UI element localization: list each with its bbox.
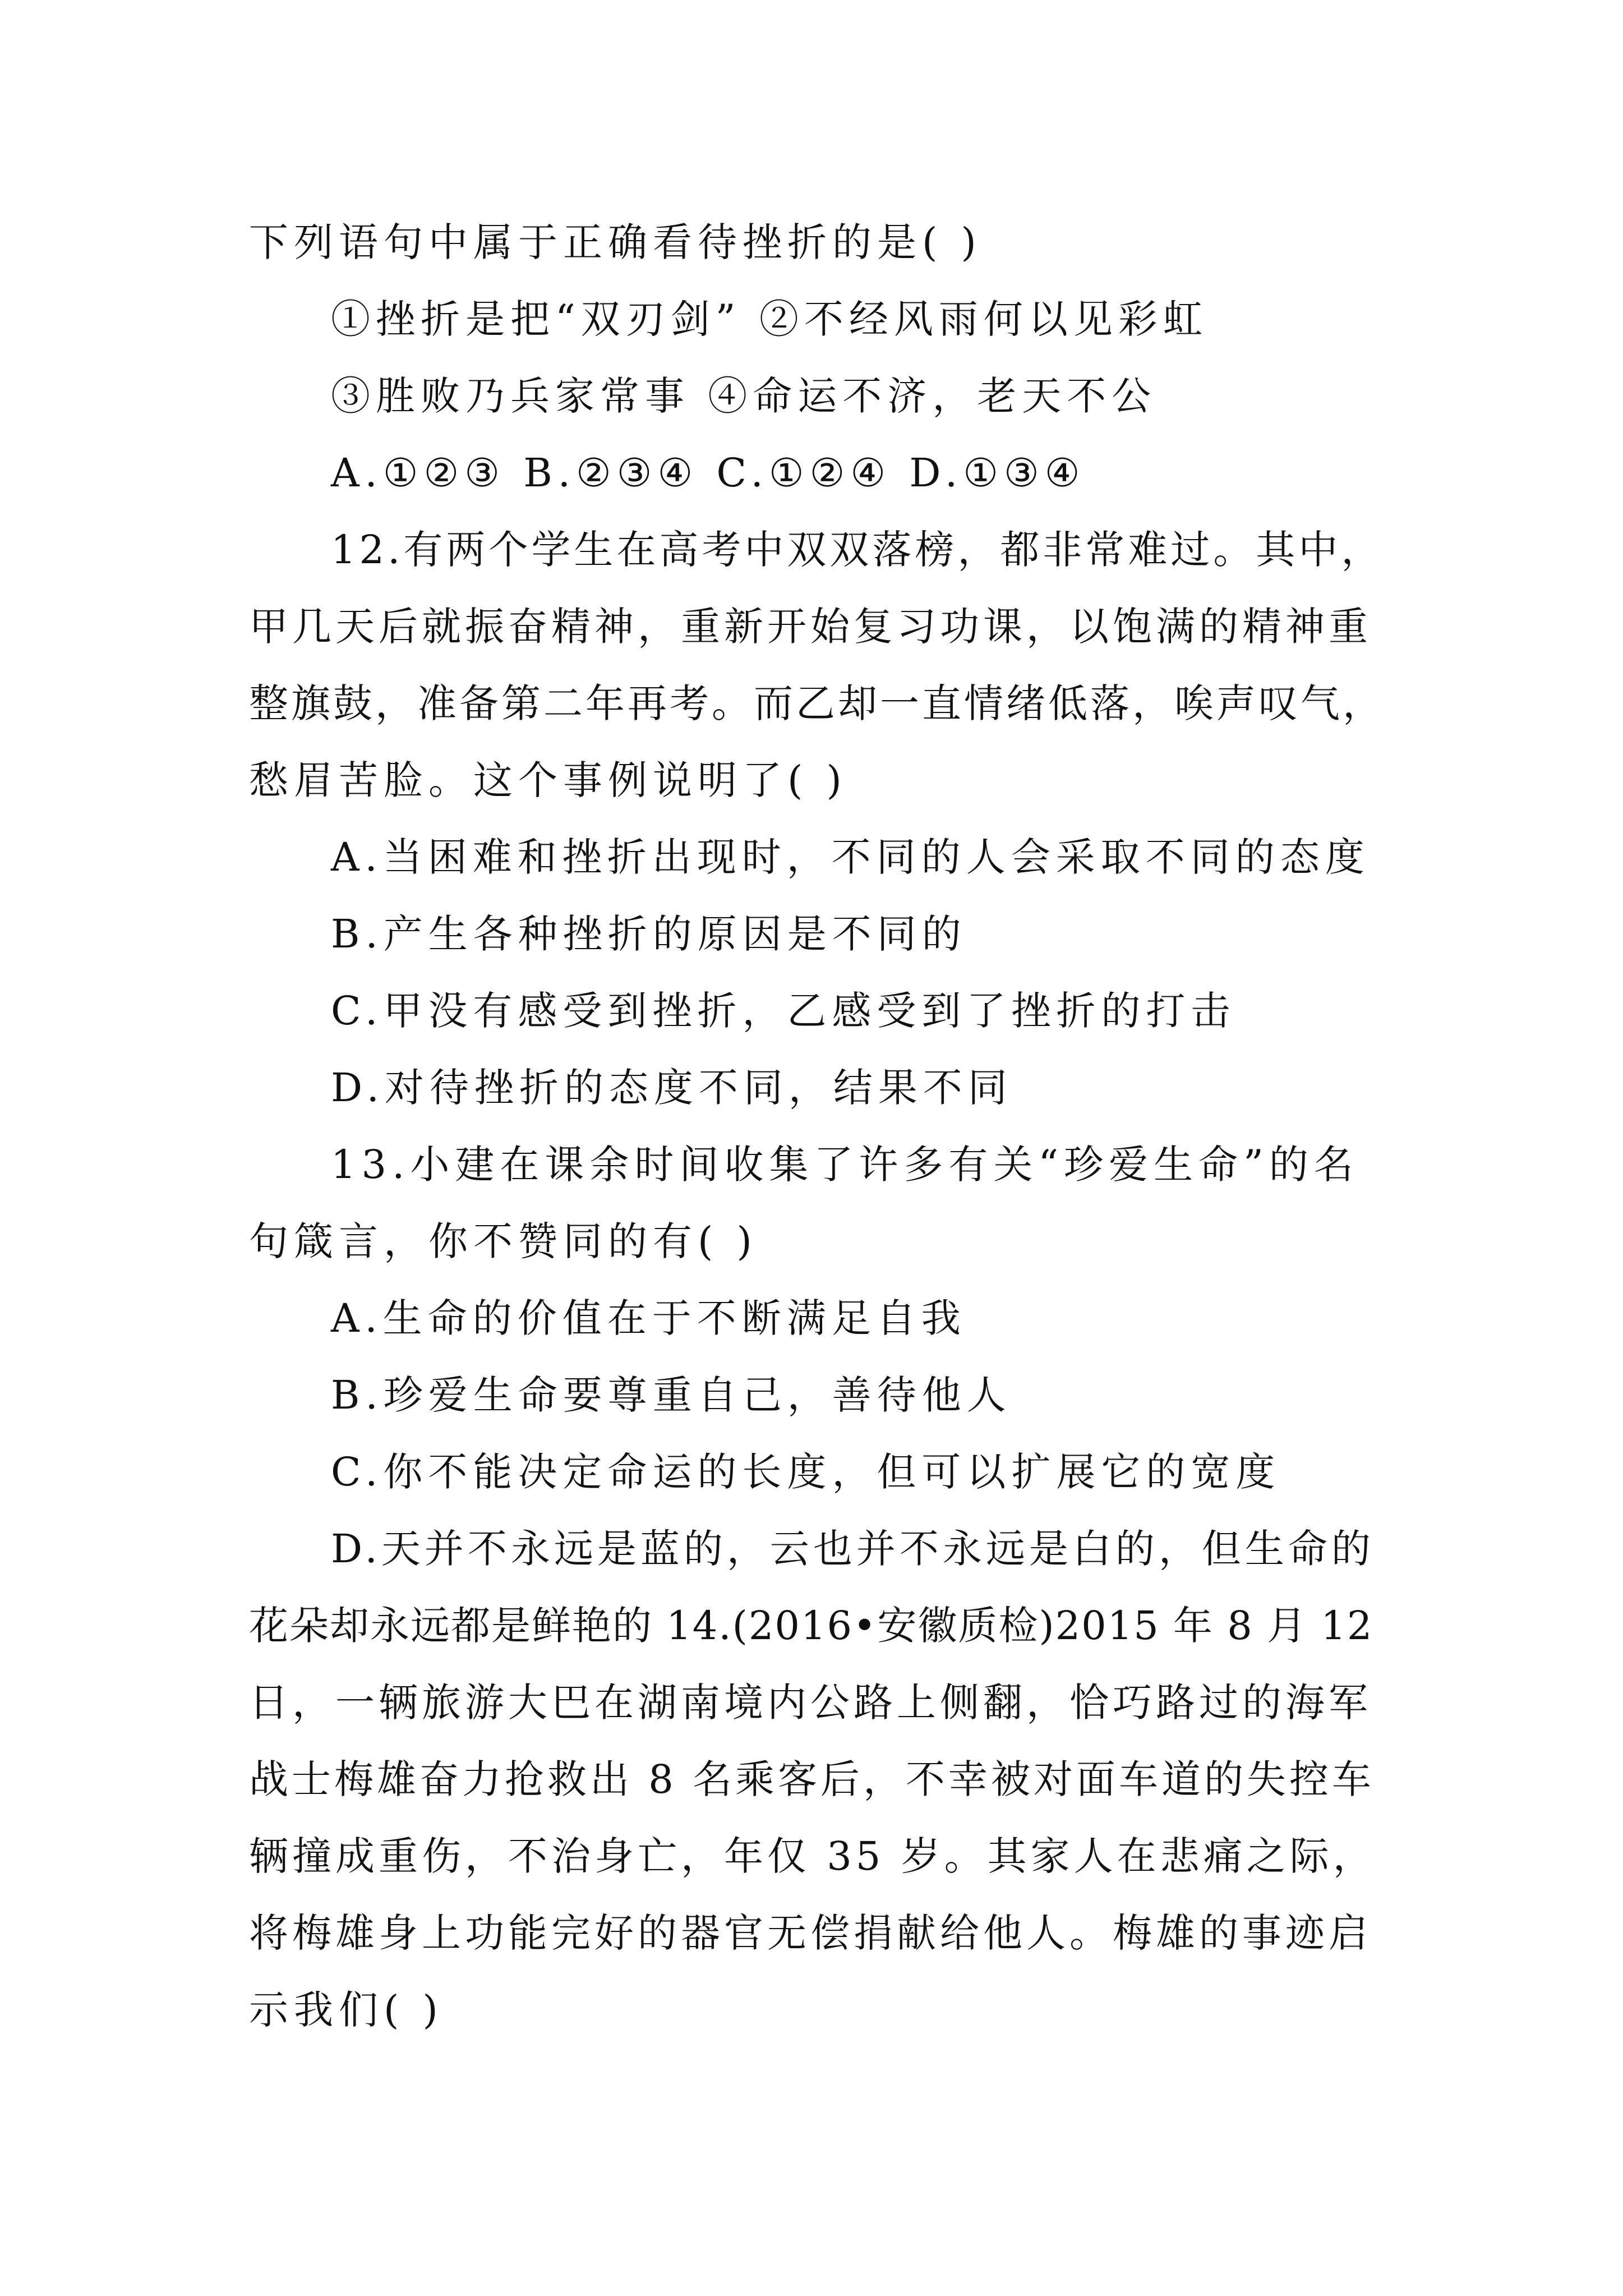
question-13-option-d-line-2: 花朵却永远都是鲜艳的 14.(2016•安徽质检)2015 年 8 月 12 xyxy=(249,1603,1373,1649)
question-14-stem-line-5: 将梅雄身上功能完好的器官无偿捐献给他人。梅雄的事迹启 xyxy=(249,1910,1372,1956)
question-12-option-b: B.产生各种挫折的原因是不同的 xyxy=(331,911,967,957)
question-13-option-d-line-1: D.天并不永远是蓝的，云也并不永远是白的，但生命的 xyxy=(331,1526,1375,1572)
question-14-stem-line-2: 日，一辆旅游大巴在湖南境内公路上侧翻，恰巧路过的海军 xyxy=(249,1680,1372,1726)
question-12-stem-line-4: 愁眉苦脸。这个事例说明了( ) xyxy=(249,757,847,803)
question-11-options: A.①②③ B.②③④ C.①②④ D.①③④ xyxy=(331,450,1086,496)
question-14-stem-line-4: 辆撞成重伤，不治身亡，年仅 35 岁。其家人在悲痛之际， xyxy=(249,1833,1376,1879)
question-11-statement-1-2: ①挫折是把“双刃剑” ②不经风雨何以见彩虹 xyxy=(331,296,1208,342)
question-11-statement-3-4: ③胜败乃兵家常事 ④命运不济，老天不公 xyxy=(331,373,1157,419)
question-12-option-a: A.当困难和挫折出现时，不同的人会采取不同的态度 xyxy=(331,834,1370,880)
question-13-stem-line-2: 句箴言，你不赞同的有( ) xyxy=(249,1218,758,1264)
question-13-stem-line-1: 13.小建在课余时间收集了许多有关“珍爱生命”的名 xyxy=(331,1142,1359,1188)
question-12-stem-line-1: 12.有两个学生在高考中双双落榜，都非常难过。其中， xyxy=(331,527,1384,573)
question-13-option-b: B.珍爱生命要尊重自己，善待他人 xyxy=(331,1372,1012,1418)
question-12-stem-line-2: 甲几天后就振奋精神，重新开始复习功课，以饱满的精神重 xyxy=(249,604,1372,650)
question-13-option-c: C.你不能决定命运的长度，但可以扩展它的宽度 xyxy=(331,1449,1281,1495)
question-12-option-d: D.对待挫折的态度不同，结果不同 xyxy=(331,1065,1013,1111)
question-13-option-a: A.生命的价值在于不断满足自我 xyxy=(331,1295,966,1341)
question-11-stem: 下列语句中属于正确看待挫折的是( ) xyxy=(249,219,982,265)
question-12-stem-line-3: 整旗鼓，准备第二年再考。而乙却一直情绪低落，唉声叹气， xyxy=(249,680,1385,726)
question-14-stem-line-6: 示我们( ) xyxy=(249,1987,444,2033)
question-14-stem-line-3: 战士梅雄奋力抢救出 8 名乘客后，不幸被对面车道的失控车 xyxy=(249,1756,1375,1802)
question-12-option-c: C.甲没有感受到挫折，乙感受到了挫折的打击 xyxy=(331,988,1236,1034)
